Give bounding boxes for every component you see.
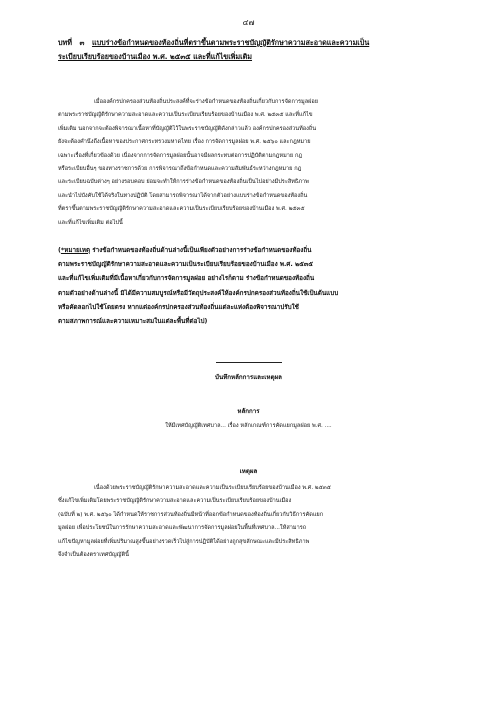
intro-line: ที่ตราขึ้นตามพระราชบัญญัติรักษาความสะอาดและความเป็นระเบียบเรียบร้อยของบ้านเมือง พ.ศ. ๒๕๓๕ xyxy=(58,206,305,213)
intro-line: ยังจะต้องคำนึงถึงเนื้อหาของประกาศกระทรวงมหาดไทย เรื่อง การจัดการมูลฝอย พ.ศ. ๒๕๖๐ และกฎหมาย xyxy=(58,139,311,146)
note-paragraph xyxy=(58,244,458,329)
intro-line: เมื่อองค์กรปกครองส่วนท้องถิ่นประสงค์ที่จะร่างข้อกำหนดของท้องถิ่นเกี่ยวกับการจัดการมูลฝอย xyxy=(94,99,319,105)
note-open-paren: ( xyxy=(58,247,61,254)
section-title: บันทึกหลักการและเหตุผล xyxy=(215,374,282,381)
reason-title: เหตุผล xyxy=(239,468,258,475)
intro-line: เฉพาะเรื่องที่เกี่ยวข้องด้วย เนื่องจากการจัดการมูลฝอยนั้นอาจมีผลกระทบต่อการปฏิบัติตามกฎหมาย กฎ xyxy=(58,152,303,159)
principle-text: ให้มีเทศบัญญัติเทศบาล... เรื่อง หลักเกณฑ์การคัดแยกมูลฝอย พ.ศ. .... xyxy=(165,423,332,429)
note-line: และที่แก้ไขเพิ่มเติมที่มีเนื้อหาเกี่ยวกับการจัดการมูลฝอย อย่างไรก็ตาม ร่างข้อกำหนดของท้องถิ่น xyxy=(58,275,315,283)
note-line: ตามตัวอย่างด้านล่างนี้ มิได้มีความสมบูรณ์หรือมีวัตถุประสงค์ให้องค์กรปกครองส่วนท้องถิ่นใช้เป็นต้นแบบ xyxy=(58,289,339,297)
reason-line: เนื่องด้วยพระราชบัญญัติรักษาความสะอาดและความเป็นระเบียบเรียบร้อยของบ้านเมือง พ.ศ. ๒๕๓๕ xyxy=(94,485,331,491)
note-text: ร่างข้อกำหนดของท้องถิ่นด้านล่างนี้เป็นเพียงตัวอย่างการร่างข้อกำหนดของท้องถิ่น xyxy=(90,247,312,254)
intro-paragraph xyxy=(58,96,458,230)
intro-line: และนำไปบังคับใช้ได้จริงในทางปฏิบัติ โดยสามารถพิจารณาได้จากตัวอย่างแบบร่างข้อกำหนดของท้องถิ่น xyxy=(58,192,308,199)
intro-line: หรือระเบียบอื่นๆ ของทางราชการด้วย การพิจารณาถึงข้อกำหนดและความสัมพันธ์ระหว่างกฎหมาย กฎ xyxy=(58,166,302,173)
note-line: ตามพระราชบัญญัติรักษาความสะอาดและความเป็นระเบียบเรียบร้อยของบ้านเมือง พ.ศ. ๒๕๓๕ xyxy=(58,261,313,269)
heading-line-1 xyxy=(58,36,458,50)
intro-line: เพิ่มเติม นอกจากจะต้องพิจารณาเนื้อหาที่บัญญัติไว้ในพระราชบัญญัติดังกล่าวแล้ว องค์กรปกครองส่วนท้องถิ่น xyxy=(58,125,317,132)
reason-line: (ฉบับที่ ๒) พ.ศ. ๒๕๖๐ ได้กำหนดให้ราชการส่วนท้องถิ่นมีหน้าที่ออกข้อกำหนดของท้องถิ่นเกี่ยวกับวิธีการคัดแยก xyxy=(58,511,324,518)
intro-line: และที่แก้ไขเพิ่มเติม ต่อไปนี้ xyxy=(58,219,123,226)
heading-title-2: ระเบียบเรียบร้อยของบ้านเมือง พ.ศ. ๒๕๓๕ และที่แก้ไขเพิ่มเติม xyxy=(58,52,253,61)
intro-line: และระเบียบฉบับต่างๆ อย่างรอบคอบ ย่อมจะทำให้การร่างข้อกำหนดของท้องถิ่นเป็นไปอย่างมีประสิทธิภาพ xyxy=(58,179,309,186)
heading-title-1: แบบร่างข้อกำหนดของท้องถิ่นที่ตราขึ้นตามพระราชบัญญัติรักษาความสะอาดและความเป็น xyxy=(91,38,370,47)
reason-line: แก้ไขปัญหามูลฝอยที่เพิ่มปริมาณสูงขึ้นอย่างรวดเร็วไปสู่การปฏิบัติได้อย่างถูกสุขลักษณะและมีประสิทธิภาพ xyxy=(58,538,310,545)
note-label: *หมายเหตุ xyxy=(60,247,91,254)
divider-line xyxy=(216,362,282,363)
note-line: หรือคัดลอกไปใช้โดยตรง หากแต่องค์กรปกครองส่วนท้องถิ่นแต่ละแห่งต้องพิจารณาปรับใช้ xyxy=(58,303,299,311)
chapter-heading xyxy=(58,36,458,64)
note-line: ตามสภาพการณ์และความเหมาะสมในแต่ละพื้นที่ต่อไป) xyxy=(58,318,208,326)
reason-line: ซึ่งแก้ไขเพิ่มเติมโดยพระราชบัญญัติรักษาความสะอาดและความเป็นระเบียบเรียบร้อยของบ้านเมือง xyxy=(58,498,292,505)
reason-paragraph xyxy=(58,482,458,562)
chapter-prefix: บทที่ ๓ xyxy=(58,38,92,47)
page-number: ๔๗ xyxy=(242,18,255,27)
heading-line-2 xyxy=(58,50,458,64)
reason-line: จึงจำเป็นต้องตราเทศบัญญัตินี้ xyxy=(58,552,129,559)
intro-line: ตามพระราชบัญญัติรักษาความสะอาดและความเป็นระเบียบเรียบร้อยของบ้านเมือง พ.ศ. ๒๕๓๕ และที่แก้ไข xyxy=(58,112,313,119)
reason-line: มูลฝอย เพื่อประโยชน์ในการรักษาความสะอาดและพัฒนาการจัดการมูลฝอยในพื้นที่เทศบาล...ให้สามารถ xyxy=(58,525,307,532)
principle-title: หลักการ xyxy=(237,408,260,415)
note-line xyxy=(58,244,458,258)
